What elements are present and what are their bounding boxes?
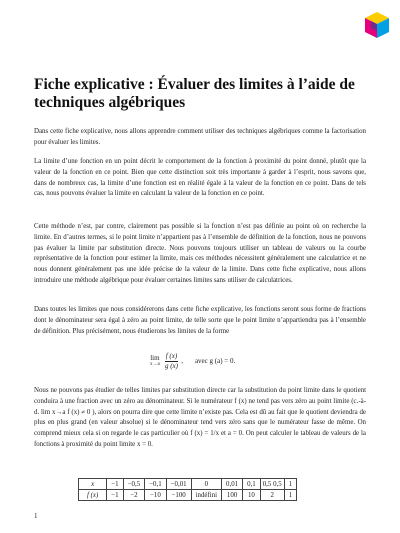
form-intro-paragraph: Dans toutes les limites que nous considérerons dans cette fiche explicative, les fonctions seront sous forme de fractions dont le dénominateur sera égal à zéro au point limite, de telle sorte que le point limite n’appartiendra pas à l’ensemble de définition. Plus précisément, nous étudierons les limites de la forme xyxy=(34,306,366,335)
lim-text: lim xyxy=(150,354,160,362)
page-number: 1 xyxy=(34,512,38,520)
method-paragraph: Cette méthode n’est, par contre, clairement pas possible si la fonction n’est pas définie au point où on recherche la limite. En d’autres termes, si le point limite n’appartient pas à l’ensemble de définition de la fonction, nous ne pouvons pas évaluer la limite par substitution directe. Nous pouvons toujours utiliser un tableau de valeurs ou la courbe représentative de la fonction pour estimer la limite, mais ces méthodes nécessitent généralement une calculatrice et ne nous donnent généralement pas une idée précise de la valeur de la limite. Dans cette fiche explicative, nous allons introduire une méthode algébrique pour évaluer certaines limites sans utiliser de calculatrices. xyxy=(34,223,366,284)
table-cell: 0 xyxy=(191,479,221,490)
table-cell: −10 xyxy=(145,490,167,501)
values-table xyxy=(78,478,297,501)
table-cell: 0,1 xyxy=(243,479,261,490)
table-cell: 1 xyxy=(284,479,296,490)
limit-formula xyxy=(150,349,235,373)
table-cell: −0,5 xyxy=(123,479,145,490)
table-cell: −100 xyxy=(166,490,191,501)
table-cell: −0,1 xyxy=(145,479,167,490)
fraction-denominator: g (x) xyxy=(164,361,178,370)
table-cell: −2 xyxy=(123,490,145,501)
brand-logo-icon xyxy=(364,12,390,38)
limit-operator xyxy=(150,354,160,368)
table-cell: 0,5 0,5 xyxy=(260,479,284,490)
table-cell: −1 xyxy=(107,490,123,501)
quotient-fraction xyxy=(165,352,178,371)
table-cell: indéfini xyxy=(191,490,221,501)
table-header-x: x xyxy=(79,479,107,490)
table-cell: −0,01 xyxy=(166,479,191,490)
table-cell: 1 xyxy=(284,490,296,501)
formula-condition: avec g (a) = 0. xyxy=(194,357,236,365)
table-row-fx xyxy=(79,490,297,501)
table-row-x xyxy=(79,479,297,490)
table-header-fx: f (x) xyxy=(79,490,107,501)
table-cell: 100 xyxy=(222,490,243,501)
fraction-numerator: f (x) xyxy=(165,351,178,360)
table-cell: 2 xyxy=(260,490,284,501)
table-cell: −1 xyxy=(107,479,123,490)
limit-definition-paragraph: La limite d’une fonction en un point décrit le comportement de la fonction à proximité du point donné, plutôt que la valeur de la fonction en ce point. Bien que cette distinction soit très importante à garder à l’esprit, nous savons que, dans de nombreux cas, la limite d’une fonction est en réalité égale à la valeur de la fonction en ce point. Dans de tels cas, nous pouvons évaluer la limite en calculant la valeur de la fonction en ce point. xyxy=(34,158,366,198)
intro-paragraph: Dans cette fiche explicative, nous allons apprendre comment utiliser des techniques algébriques comme la factorisation pour évaluer les limites. xyxy=(34,128,366,146)
lim-subscript: x→a xyxy=(150,362,160,367)
formula-separator: , xyxy=(181,357,183,365)
page-title: Fiche explicative : Évaluer des limites à l’aide de techniques algébriques xyxy=(34,76,355,111)
table-cell: 0,01 xyxy=(222,479,243,490)
substitution-paragraph: Nous ne pouvons pas étudier de telles limites par substitution directe car la substitution du point limite dans le quotient conduira à une fraction avec un zéro au dénominateur. Si le numérateur f (x) ne tend pas vers zéro au point limite (c.-à-d. lim x→a f (x) ≠ 0 ), alors on pourra dire que cette limite n’existe pas. Cela est dû au fait que le quotient deviendra de plus en plus grand (en valeur absolue) si le dénominateur tend vers zéro sans que le numérateur fasse de même. On comprend mieux cela si on regarde le cas particulier où f (x) = 1/x et a = 0. On peut calculer le tableau de valeurs de la fonctions à proximité du point limite x = 0. xyxy=(34,387,366,448)
table-cell: 10 xyxy=(243,490,261,501)
